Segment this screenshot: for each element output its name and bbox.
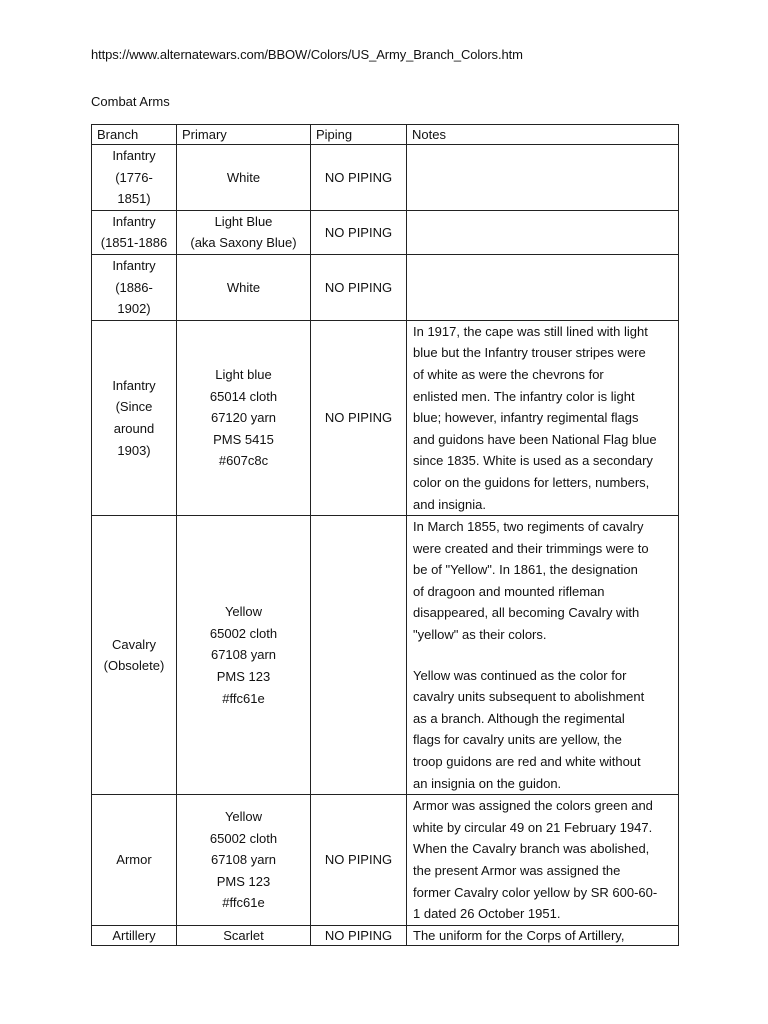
notes-cell [407,210,679,254]
primary-text: PMS 123 [216,873,271,889]
branch-text: 1903) [117,442,151,458]
notes-line: blue but the Infantry trouser stripes were [413,345,646,361]
branch-cell [92,320,177,515]
table-row [92,925,679,945]
notes-line: color on the guidons for letters, numbers, [413,474,650,490]
notes-line: When the Cavalry branch was abolished, [413,841,650,857]
notes-cell [407,254,679,320]
branch-text: (Since [115,399,153,415]
piping-cell: NO PIPING [311,320,407,515]
table-row [92,795,679,926]
notes-line: and guidons have been National Flag blue [413,431,657,447]
primary-text: Light Blue [214,213,273,229]
table-header-row [92,125,679,145]
notes-line: flags for cavalry units are yellow, the [413,732,622,748]
branch-text: Infantry [112,148,156,163]
branch-text: Infantry [112,257,156,273]
source-url[interactable]: https://www.alternatewars.com/BBOW/Colors/US_Army_Branch_Colors.htm [91,47,523,62]
notes-line: blue; however, infantry regimental flags [413,410,639,426]
primary-text: (aka Saxony Blue) [190,235,297,251]
branch-text: (1886- [115,279,153,295]
notes-cell [407,516,679,795]
notes-cell [407,795,679,926]
primary-text: Yellow [224,604,263,620]
section-title: Combat Arms [91,94,170,109]
notes-line: In 1917, the cape was still lined with light [413,323,648,339]
piping-cell [311,516,407,795]
table-row [92,320,679,515]
notes-line: former Cavalry color yellow by SR 600-60- [413,884,658,900]
notes-line: and insignia. [413,496,486,512]
branch-cell [92,795,177,926]
branch-text: (Obsolete) [103,658,165,674]
table-row [92,145,679,211]
primary-cell [177,925,311,945]
primary-text: 67108 yarn [210,647,277,663]
header-branch: Branch [92,125,177,145]
primary-text: White [226,169,261,185]
primary-cell [177,254,311,320]
primary-text: Yellow [224,809,263,825]
header-primary: Primary [177,125,311,145]
notes-line: of dragoon and mounted rifleman [413,583,605,599]
branch-text: (1851-1886 [100,235,168,251]
notes-line: troop guidons are red and white without [413,754,641,770]
notes-cell [407,320,679,515]
primary-cell [177,516,311,795]
notes-line: were created and their trimmings were to [413,540,649,556]
piping-cell: NO PIPING [311,145,407,211]
paragraph-gap [413,646,674,665]
notes-line: the present Armor was assigned the [413,863,621,878]
notes-line: enlisted men. The infantry color is light [413,388,635,404]
notes-line: be of "Yellow". In 1861, the designation [413,562,638,578]
notes-line: disappeared, all becoming Cavalry with [413,605,640,621]
primary-cell [177,795,311,926]
piping-cell: NO PIPING [311,210,407,254]
branch-text: Cavalry [111,636,157,652]
notes-line: Armor was assigned the colors green and [413,798,653,814]
notes-line: of white as were the chevrons for [413,366,604,382]
branch-text: Infantry [112,377,156,393]
notes-cell [407,925,679,945]
branch-cell [92,145,177,211]
branch-text: (1776- [115,169,153,185]
primary-text: Light blue [215,366,272,382]
piping-cell: NO PIPING [311,254,407,320]
branch-cell [92,254,177,320]
primary-cell [177,145,311,211]
branch-text: 1902) [117,301,151,317]
primary-text: #ffc61e [222,690,265,706]
primary-text: 65002 cloth [209,830,278,846]
primary-text: White [226,279,261,295]
primary-text: 65014 cloth [209,388,278,404]
branch-cell [92,210,177,254]
header-notes: Notes [407,125,679,145]
branch-text: Armor [116,852,152,868]
piping-cell: NO PIPING [311,925,407,945]
primary-text: PMS 123 [216,668,271,684]
branch-text: 1851) [117,191,151,207]
notes-line: The uniform for the Corps of Artillery, [413,927,625,943]
branch-colors-table [91,124,679,946]
table-row [92,210,679,254]
notes-line: Yellow was continued as the color for [413,667,627,683]
primary-text: 65002 cloth [209,625,278,641]
branch-cell [92,925,177,945]
header-piping: Piping [311,125,407,145]
branch-cell [92,516,177,795]
primary-text: #ffc61e [222,895,265,911]
primary-text: PMS 5415 [213,431,274,447]
notes-line: since 1835. White is used as a secondary [413,453,653,469]
table-row [92,254,679,320]
notes-line: as a branch. Although the regimental [413,710,625,726]
primary-text: Scarlet [223,927,264,943]
primary-text: #607c8c [218,453,269,469]
branch-text: Artillery [112,927,156,943]
branch-text: around [113,420,155,436]
primary-cell [177,320,311,515]
notes-line: In March 1855, two regiments of cavalry [413,519,644,535]
branch-text: Infantry [112,213,156,229]
notes-line: cavalry units subsequent to abolishment [413,689,645,705]
piping-cell: NO PIPING [311,795,407,926]
primary-cell [177,210,311,254]
primary-text: 67120 yarn [210,410,277,426]
table-row [92,516,679,795]
notes-line: an insignia on the guidon. [413,775,562,791]
primary-text: 67108 yarn [210,852,277,868]
notes-line: white by circular 49 on 21 February 1947. [413,819,653,835]
notes-line: "yellow" as their colors. [413,627,547,643]
notes-line: 1 dated 26 October 1951. [413,906,561,922]
notes-cell [407,145,679,211]
